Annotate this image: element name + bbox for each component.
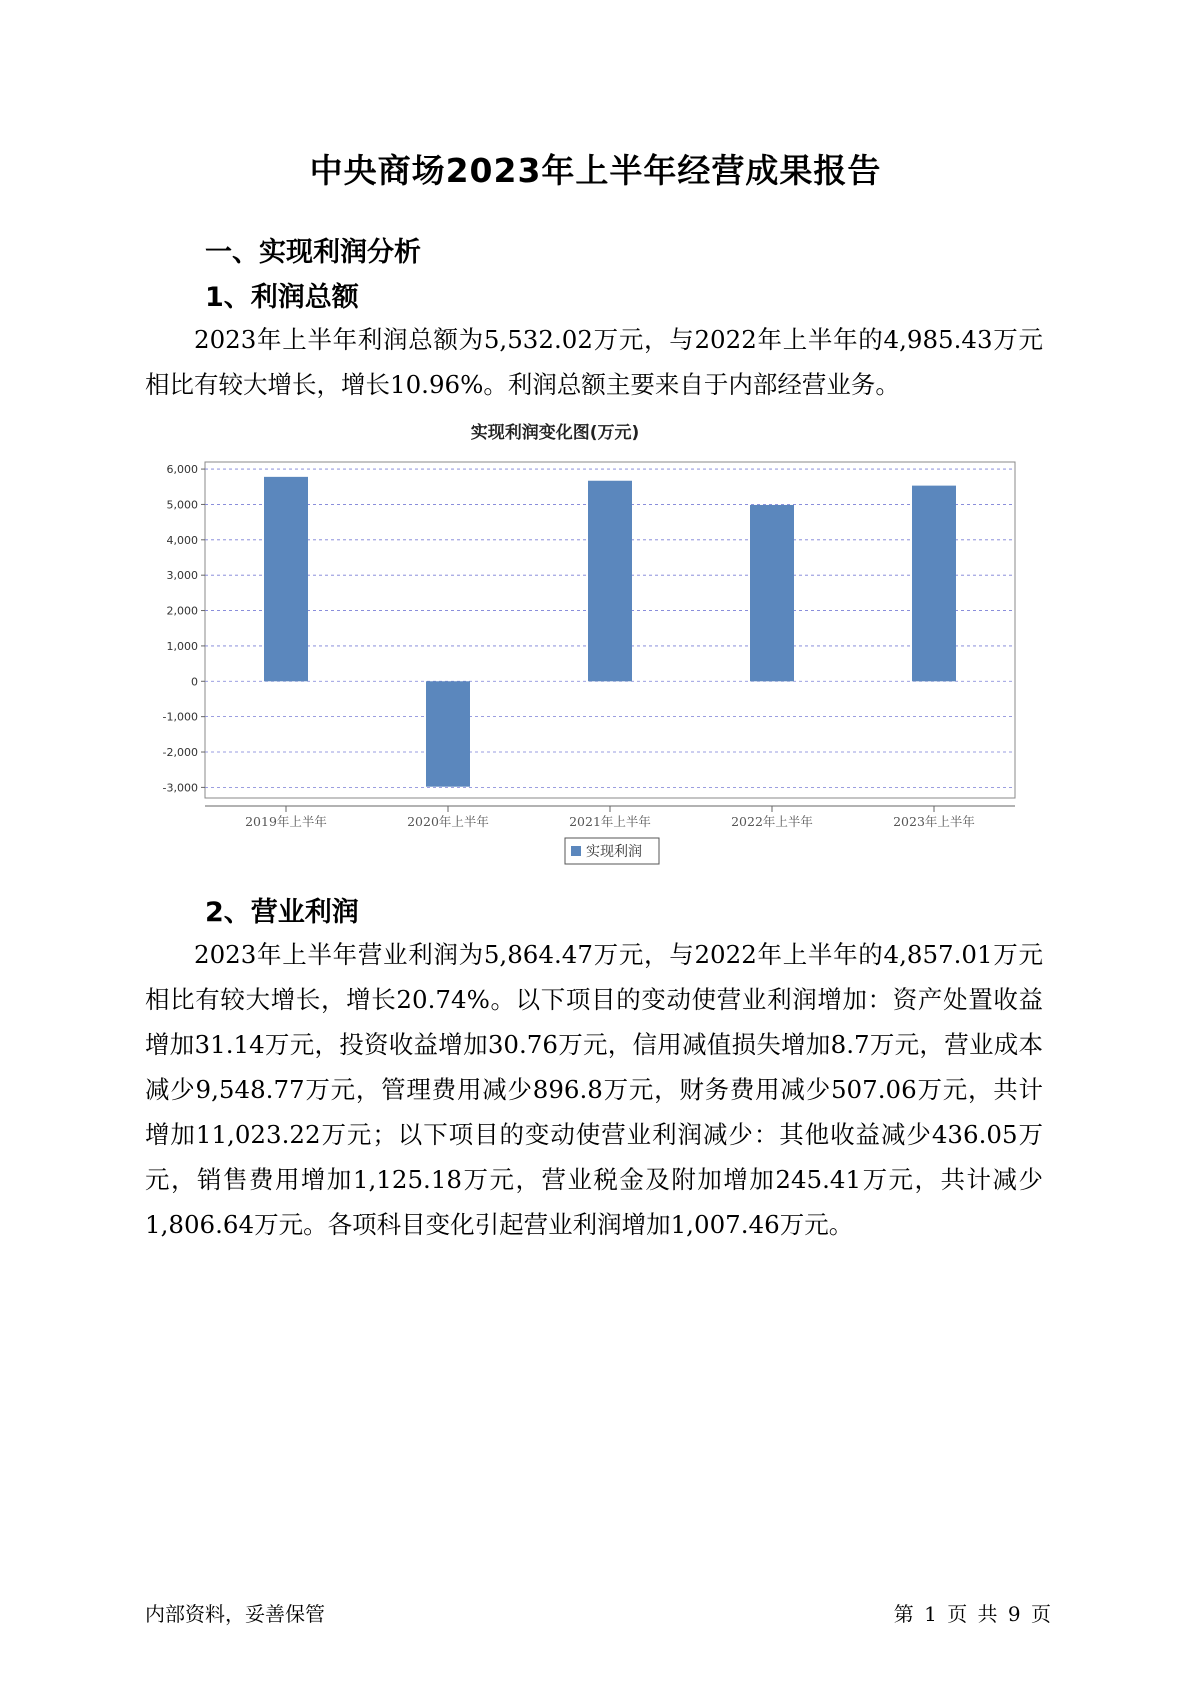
y-tick-label: -2,000 bbox=[162, 746, 198, 760]
y-tick-label: 6,000 bbox=[166, 463, 198, 477]
x-tick-label: 2021年上半年 bbox=[569, 814, 651, 829]
chart-title: 实现利润变化图(万元) bbox=[470, 423, 640, 443]
subsection-heading-total-profit: 1、利润总额 bbox=[205, 282, 359, 313]
y-tick-label: 3,000 bbox=[166, 569, 198, 583]
operating-profit-paragraph: 2023年上半年营业利润为5,864.47万元，与2022年上半年的4,857.01万元相比有较大增长，增长20.74%。以下项目的变动使营业利润增加：资产处置收益增加31.14万元，投资收益增加30.76万元，信用减值损失增加8.7万元，营业成本减少9,548.77万元，管理费用减少896.8万元，财务费用减少507.06万元，共计增加11,023.22万元；以下项目的变动使营业利润减少：其他收益减少436.05万元，销售费用增加1,125.18万元，营业税金及附加增加245.41万元，共计减少1,806.64万元。各项科目变化引起营业利润增加1,007.46万元。 bbox=[145, 940, 1043, 1239]
y-tick-label: -3,000 bbox=[162, 781, 198, 795]
y-tick-label: 1,000 bbox=[166, 639, 198, 653]
bar bbox=[588, 481, 632, 682]
bar bbox=[264, 477, 308, 681]
page-title: 中央商场2023年上半年经营成果报告 bbox=[309, 151, 882, 190]
y-tick-label: 4,000 bbox=[166, 533, 198, 547]
y-tick-label: 0 bbox=[191, 675, 198, 689]
bar bbox=[912, 486, 956, 682]
total-profit-paragraph: 2023年上半年利润总额为5,532.02万元，与2022年上半年的4,985.43万元相比有较大增长，增长10.96%。利润总额主要来自于内部经营业务。 bbox=[145, 325, 1043, 399]
bar bbox=[750, 505, 794, 681]
profit-chart-svg bbox=[160, 423, 1030, 910]
x-tick-label: 2023年上半年 bbox=[893, 814, 975, 829]
x-tick-label: 2020年上半年 bbox=[407, 814, 489, 829]
legend-label: 实现利润 bbox=[586, 844, 642, 860]
subsection-heading-operating-profit: 2、营业利润 bbox=[205, 897, 359, 928]
x-tick-label: 2019年上半年 bbox=[245, 814, 327, 829]
bar bbox=[426, 681, 470, 786]
x-tick-label: 2022年上半年 bbox=[731, 814, 813, 829]
profit-chart bbox=[160, 423, 1030, 910]
y-tick-label: -1,000 bbox=[162, 710, 198, 724]
footer-confidential: 内部资料，妥善保管 bbox=[145, 1602, 325, 1626]
y-tick-label: 2,000 bbox=[166, 604, 198, 618]
legend-swatch bbox=[571, 846, 581, 856]
section-heading: 一、实现利润分析 bbox=[205, 237, 421, 268]
y-tick-label: 5,000 bbox=[166, 498, 198, 512]
footer-page-number: 第 1 页 共 9 页 bbox=[893, 1602, 1051, 1626]
